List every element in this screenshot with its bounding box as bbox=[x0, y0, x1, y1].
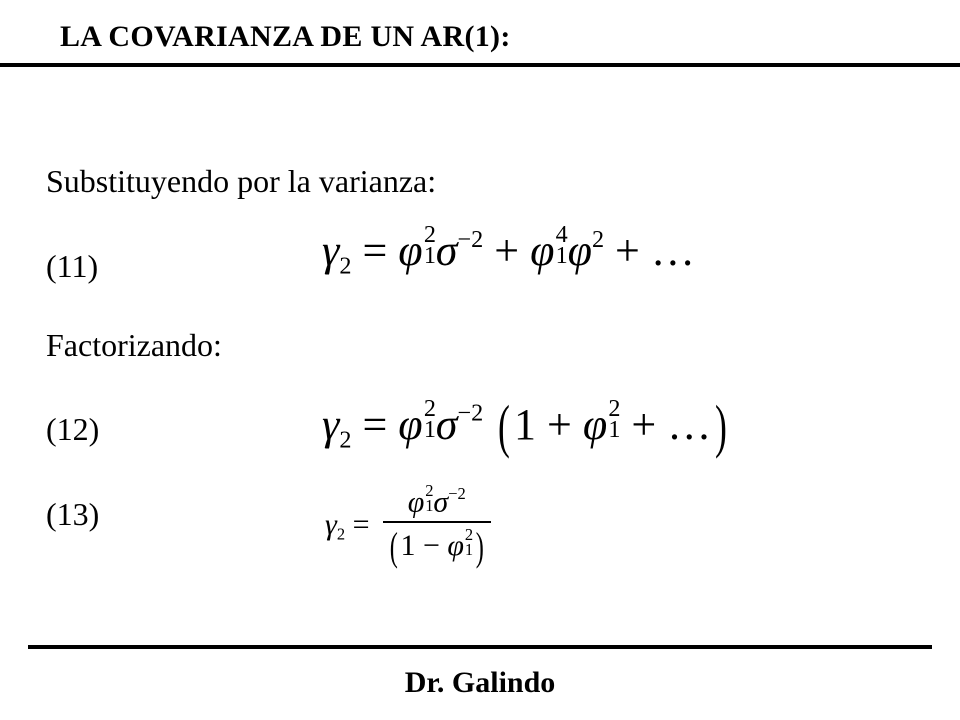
equation-12: $\gamma_2 = \varphi$ 2 1 $\sigma^{-2}$ (1 + φ 2 1 + …) bbox=[322, 393, 728, 459]
slide-title: LA COVARIANZA DE UN AR(1): bbox=[60, 20, 511, 53]
top-divider bbox=[0, 63, 960, 67]
text-factoring: Factorizando: bbox=[46, 327, 222, 363]
equation-12-label: (12) bbox=[46, 411, 100, 447]
equation-11: $\gamma_2 = \varphi$ 2 1 $\sigma^{-2} + \varphi$ 4 1 $\varphi^2$ + … bbox=[322, 221, 695, 280]
text-substituting: Substituyendo por la varianza: bbox=[46, 163, 437, 199]
equation-11-label: (11) bbox=[46, 248, 99, 284]
footer-author: Dr. Galindo bbox=[404, 666, 556, 699]
equation-13: $\gamma_2$ = φ 2 1 $\sigma^{-2}$ (1 − φ 2 1 ) bbox=[325, 486, 491, 568]
fraction: φ 2 1 $\sigma^{-2}$ (1 − φ 2 1 ) bbox=[383, 486, 491, 568]
bottom-divider bbox=[28, 645, 932, 649]
equation-13-label: (13) bbox=[46, 496, 100, 532]
